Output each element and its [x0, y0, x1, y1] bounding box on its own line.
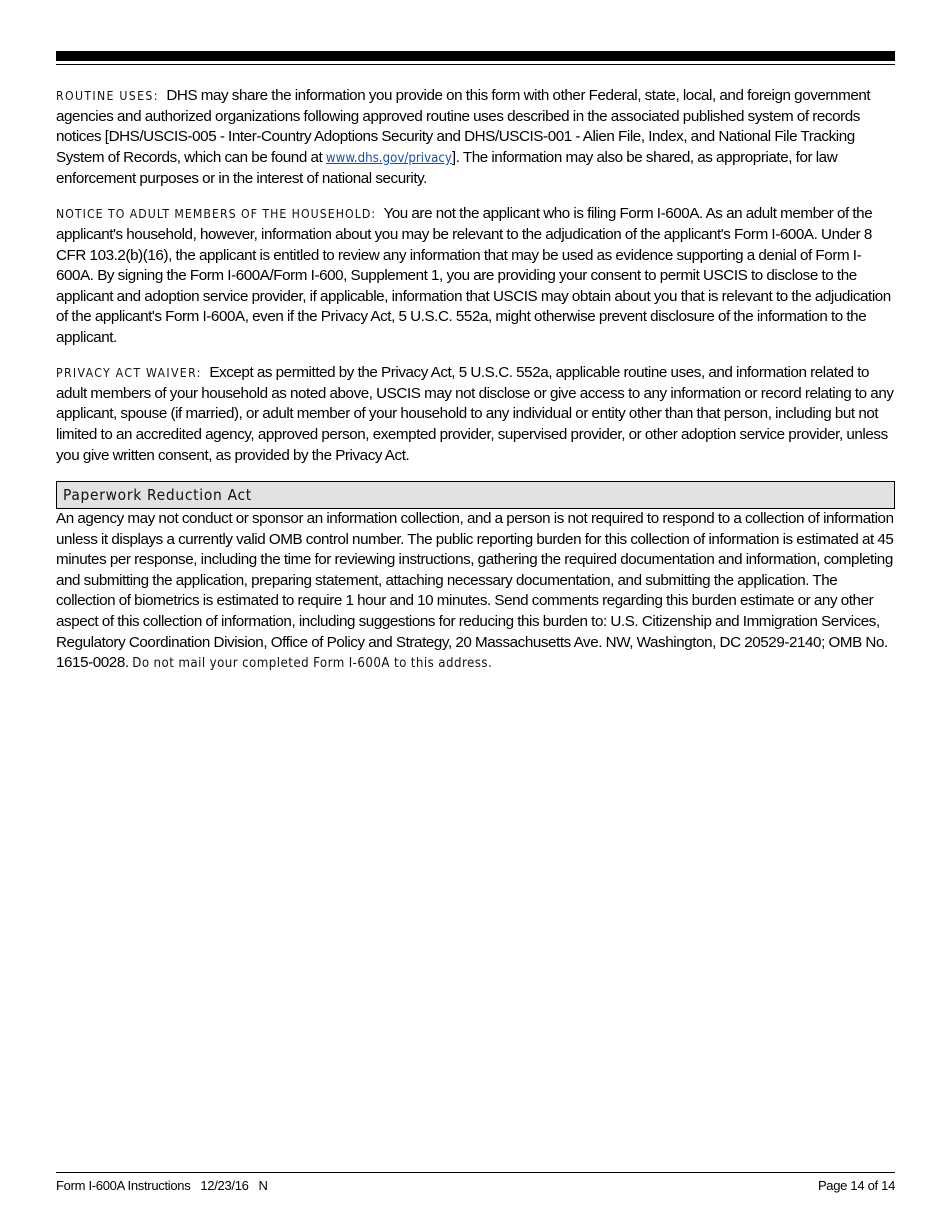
document-page — [56, 0, 895, 1230]
paperwork-emphasis: Do not mail your completed Form I-600A to this address. — [132, 656, 493, 672]
privacy-waiver-heading: PRIVACY ACT WAIVER: — [56, 366, 202, 381]
paperwork-section-title: Paperwork Reduction Act — [63, 486, 252, 505]
footer-rule — [56, 1172, 895, 1173]
paperwork-text: An agency may not conduct or sponsor an information collection, and a person is not required to respond to a collection of information unless it displays a currently valid OMB control number. The public reporting burden for this collection of information is estimated at 45 minutes per response, including the time for reviewing instructions, gathering the required documentation and information, completing and submitting the application, preparing statement, attaching necessary documentation, and submitting the application. The collection of biometrics is estimated to require 1 hour and 10 minutes. Send comments regarding this burden estimate or any other aspect of this collection of information, including suggestions for reducing this burden to: U.S. Citizenship and Immigration Services, Regulatory Coordination Division, Office of Policy and Strategy, 20 Massachusetts Ave. NW, Washington, DC 20529-2140; OMB No. 1615-0028. — [56, 510, 894, 672]
routine-uses-paragraph — [56, 86, 895, 190]
notice-household-paragraph — [56, 204, 895, 348]
footer-form-id: Form I-600A Instructions 12/23/16 N — [56, 1178, 268, 1193]
document-body — [56, 86, 895, 689]
routine-uses-text-end: ]. The information may also be shared, as appropriate, for law enforcement purposes or in the interest of national security. — [56, 148, 838, 188]
header-thick-rule — [56, 51, 895, 61]
paperwork-section-header — [56, 481, 895, 509]
privacy-waiver-text: Except as permitted by the Privacy Act, 5 U.S.C. 552a, applicable routine uses, and information related to adult members of your household as noted above, USCIS may not disclose or give access to any information or record relating to any applicant, spouse (if married), or adult member of your household to any individual or entity other than that person, including but not limited to an accredited agency, approved person, exempted provider, supervised provider, or other adoption service provider, unless you give written consent, as provided by the Privacy Act. — [56, 364, 894, 464]
paperwork-paragraph — [56, 509, 895, 675]
routine-uses-text: DHS may share the information you provide on this form with other Federal, state, local, and foreign government agencies and authorized organizations following approved routine uses described in the associated published system of records notices [DHS/USCIS-005 - Inter-Country Adoptions Security and DHS/USCIS-001 - Alien File, Index, and National File Tracking System of Records, which can be found at — [56, 87, 871, 166]
notice-household-text: You are not the applicant who is filing Form I-600A. As an adult member of the applicant's household, however, information about you may be relevant to the adjudication of the applicant's Form I-600A. Under 8 CFR 103.2(b)(16), the applicant is entitled to review any information that may be used as evidence supporting a denial of Form I-600A. By signing the Form I-600A/Form I-600, Supplement 1, you are providing your consent to permit USCIS to disclose to the applicant and adoption service provider, if applicable, information that USCIS may obtain about you that is relevant to the adjudication of the applicant's Form I-600A, even if the Privacy Act, 5 U.S.C. 552a, might otherwise prevent disclosure of the information to the applicant. — [56, 205, 891, 347]
privacy-waiver-paragraph — [56, 363, 895, 466]
notice-household-heading: NOTICE TO ADULT MEMBERS OF THE HOUSEHOLD: — [56, 207, 377, 222]
header-thin-rule — [56, 64, 895, 65]
routine-uses-heading: ROUTINE USES: — [56, 89, 159, 103]
footer-page-number: Page 14 of 14 — [817, 1178, 895, 1193]
dhs-privacy-link[interactable]: www.dhs.gov/privacy — [325, 150, 452, 166]
